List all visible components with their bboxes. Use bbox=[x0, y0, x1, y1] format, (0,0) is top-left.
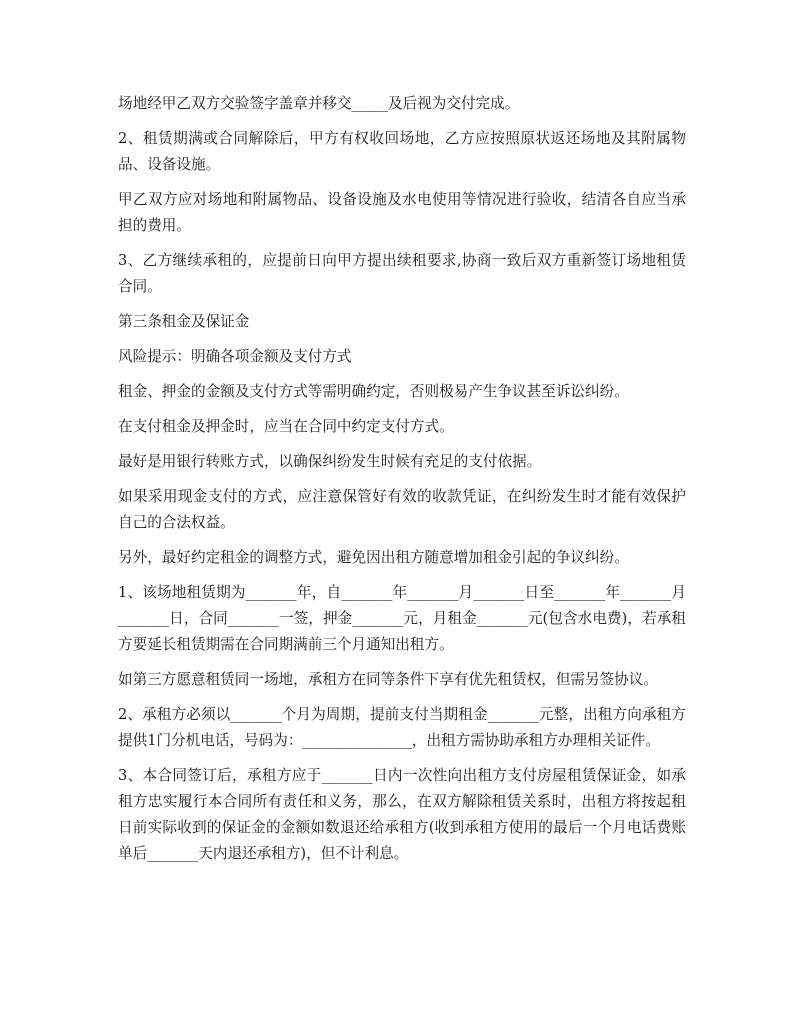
paragraph-priority-right: 如第三方愿意租赁同一场地，承租方在同等条件下享有优先租赁权，但需另签协议。 bbox=[118, 671, 658, 688]
paragraph-risk-notice: 风险提示：明确各项金额及支付方式 bbox=[118, 348, 352, 365]
paragraph-handover: 场地经甲乙双方交验签字盖章并移交_____及后视为交付完成。 bbox=[118, 95, 520, 112]
section-heading-rent-deposit: 第三条租金及保证金 bbox=[118, 313, 250, 330]
paragraph-renewal: 3、乙方继续承租的，应提前日向甲方提出续租要求,协商一致后双方重新签订场地租赁合同。 bbox=[118, 252, 686, 295]
paragraph-security-deposit: 3、本合同签订后，承租方应于_______日内一次性向出租方支付房屋租赁保证金，如承租方忠实履行本合同所有责任和义务，那么，在双方解除租赁关系时，出租方将按起租日前实际收到的保证金的金额如数退还给承租方(收到承租方使用的最后一个月电话费账单后_______天内退还承租方)，但不计利息。 bbox=[118, 767, 686, 862]
paragraph-lease-term: 1、该场地租赁期为_______年，自_______年_______月_______日至_______年_______月_______日，合同_______一签，押金_______元，月租金_______元(包含水电费)，若承租方要延长租赁期需在合同期满前三个月通知出租方。 bbox=[118, 584, 686, 653]
paragraph-rent-adjustment: 另外，最好约定租金的调整方式，避免因出租方随意增加租金引起的争议纠纷。 bbox=[118, 549, 629, 566]
paragraph-lease-expiry: 2、租赁期满或合同解除后，甲方有权收回场地，乙方应按照原状返还场地及其附属物品、设备设施。 bbox=[118, 130, 686, 173]
paragraph-payment-cycle: 2、承租方必须以_______个月为周期，提前支付当期租金_______元整，出租方向承租方提供1门分机电话，号码为：_______________，出租方需协助承租方办理相关证件。 bbox=[118, 706, 686, 749]
paragraph-cash-payment: 如果采用现金支付的方式，应注意保管好有效的收款凭证，在纠纷发生时才能有效保护自己的合法权益。 bbox=[118, 488, 686, 531]
paragraph-inspection: 甲乙双方应对场地和附属物品、设备设施及水电使用等情况进行验收，结清各自应当承担的费用。 bbox=[118, 191, 686, 234]
paragraph-rent-agreement: 租金、押金的金额及支付方式等需明确约定，否则极易产生争议甚至诉讼纠纷。 bbox=[118, 383, 629, 400]
paragraph-bank-transfer: 最好是用银行转账方式，以确保纠纷发生时候有充足的支付依据。 bbox=[118, 453, 542, 470]
paragraph-payment-method: 在支付租金及押金时，应当在合同中约定支付方式。 bbox=[118, 418, 454, 435]
